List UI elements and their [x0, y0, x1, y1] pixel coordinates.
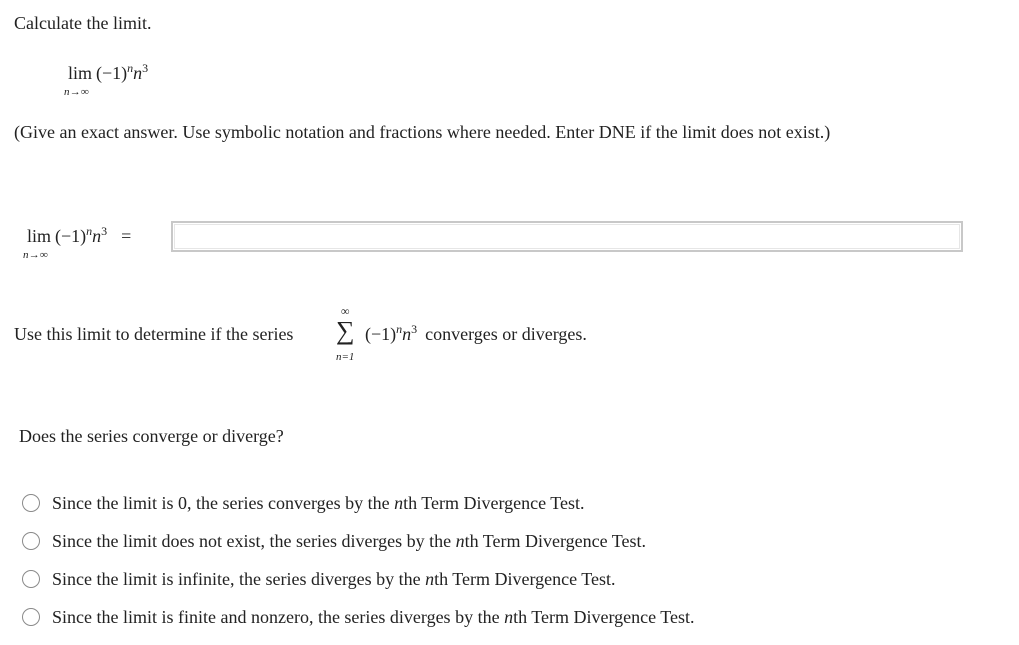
series-sigma	[334, 304, 360, 366]
series-suffix: converges or diverges.	[425, 324, 587, 344]
limit-word: lim	[68, 63, 93, 83]
radio-button[interactable]	[22, 570, 40, 588]
answer-input[interactable]	[171, 221, 963, 252]
answer-limit-exp-3: 3	[101, 224, 108, 238]
instructions-text: (Give an exact answer. Use symbolic notation and fractions where needed. Enter DNE if the limit does not exist.)	[14, 122, 831, 142]
option-label: Since the limit is finite and nonzero, the series diverges by the nth Term Divergence Test.	[52, 606, 695, 627]
radio-button[interactable]	[22, 608, 40, 626]
radio-button[interactable]	[22, 494, 40, 512]
answer-limit-exp-n: n	[86, 224, 93, 238]
option-limit-dne[interactable]	[22, 528, 646, 554]
equals-sign: =	[121, 226, 132, 246]
radio-button[interactable]	[22, 532, 40, 550]
answer-limit-base: (−1)	[55, 226, 87, 246]
limit-base: (−1)	[96, 63, 128, 83]
series-lower-limit: n=1	[336, 351, 355, 363]
series-base: (−1)	[365, 324, 397, 344]
limit-var: n	[133, 63, 143, 83]
series-prefix: Use this limit to determine if the series	[14, 324, 294, 344]
answer-limit-subscript: n→∞	[23, 249, 48, 261]
option-limit-infinite[interactable]	[22, 566, 616, 592]
answer-limit-var: n	[92, 226, 102, 246]
answer-limit-expression	[23, 224, 132, 261]
limit-expression	[64, 61, 149, 98]
sigma-symbol: ∑	[336, 316, 355, 345]
choice-prompt: Does the series converge or diverge?	[19, 426, 284, 446]
option-limit-zero[interactable]	[22, 490, 585, 516]
series-exp-n: n	[396, 322, 403, 336]
answer-limit-word: lim	[27, 226, 52, 246]
option-label: Since the limit is 0, the series converges by the nth Term Divergence Test.	[52, 492, 585, 513]
option-limit-finite-nonzero[interactable]	[22, 604, 695, 630]
option-label: Since the limit is infinite, the series diverges by the nth Term Divergence Test.	[52, 568, 616, 589]
question-title: Calculate the limit.	[14, 13, 152, 33]
option-label: Since the limit does not exist, the series diverges by the nth Term Divergence Test.	[52, 530, 647, 551]
series-upper-limit: ∞	[341, 304, 350, 318]
series-var: n	[402, 324, 412, 344]
limit-exp-n: n	[127, 61, 134, 75]
series-term	[365, 324, 587, 345]
limit-exp-3: 3	[142, 61, 149, 75]
series-exp-3: 3	[411, 322, 418, 336]
limit-subscript: n→∞	[64, 86, 89, 98]
